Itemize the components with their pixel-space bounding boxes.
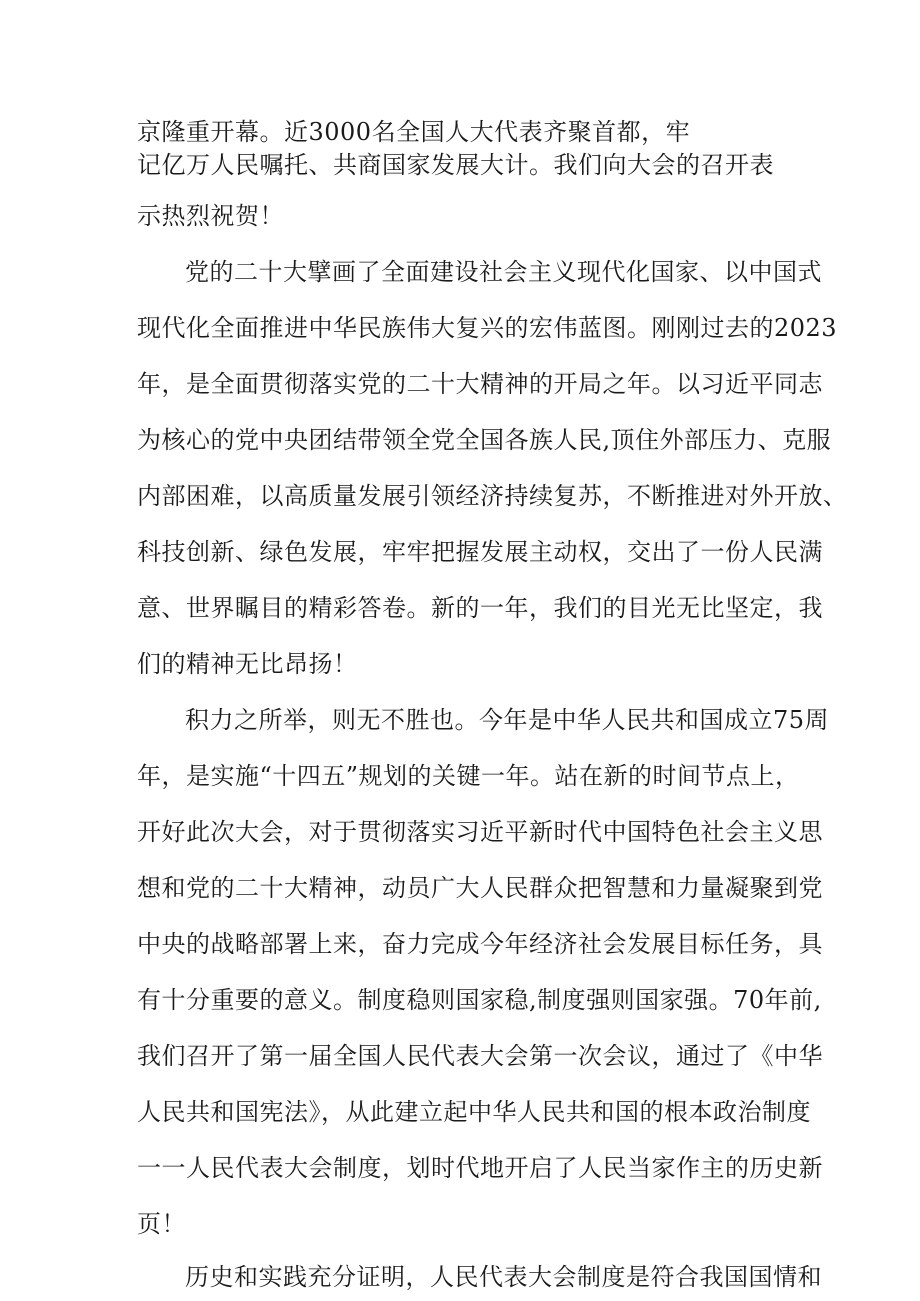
text-line-4: 党的二十大擘画了全面建设社会主义现代化国家、以中国式 (185, 258, 822, 286)
text-line-5: 现代化全面推进中华民族伟大复兴的宏伟蓝图。刚刚过去的2023 (137, 314, 838, 342)
text-line-14: 开好此次大会，对于贯彻落实习近平新时代中国特色社会主义思 (137, 818, 823, 846)
text-line-6: 年，是全面贯彻落实党的二十大精神的开局之年。以习近平同志 (137, 370, 823, 398)
text-line-13: 年，是实施“十四五”规划的关键一年。站在新的时间节点上， (137, 762, 800, 790)
text-line-9: 科技创新、绿色发展，牢牢把握发展主动权，交出了一份人民满 (137, 538, 823, 566)
text-line-20: 一一人民代表大会制度，划时代地开启了人民当家作主的历史新 (137, 1154, 823, 1182)
text-line-12: 积力之所举，则无不胜也。今年是中华人民共和国成立75周 (185, 706, 830, 734)
text-line-10: 意、世界瞩目的精彩答卷。新的一年，我们的目光无比坚定，我 (137, 594, 823, 622)
text-line-8: 内部困难，以高质量发展引领经济持续复苏，不断推进对外开放、 (137, 482, 848, 510)
text-line-16: 中央的战略部署上来，奋力完成今年经济社会发展目标任务，具 (137, 930, 823, 958)
text-line-21: 页！ (137, 1210, 186, 1238)
text-line-7: 为核心的党中央团结带领全党全国各族人民,顶住外部压力、克服 (137, 426, 832, 454)
text-line-3: 示热烈祝贺！ (137, 202, 284, 230)
text-line-11: 们的精神无比昂扬！ (137, 650, 358, 678)
text-line-19: 人民共和国宪法》，从此建立起中华人民共和国的根本政治制度 (137, 1098, 811, 1126)
text-line-15: 想和党的二十大精神，动员广大人民群众把智慧和力量凝聚到党 (137, 874, 823, 902)
text-line-17: 有十分重要的意义。制度稳则国家稳,制度强则国家强。70年前, (137, 986, 822, 1014)
text-line-2: 记亿万人民嘱托、共商国家发展大计。我们向大会的召开表 (137, 151, 774, 179)
text-line-18: 我们召开了第一届全国人民代表大会第一次会议，通过了《中华 (137, 1042, 823, 1070)
text-line-22: 历史和实践充分证明，人民代表大会制度是符合我国国情和 (185, 1263, 822, 1291)
text-line-1: 京隆重开幕。近3000名全国人大代表齐聚首都，牢 (137, 118, 691, 146)
